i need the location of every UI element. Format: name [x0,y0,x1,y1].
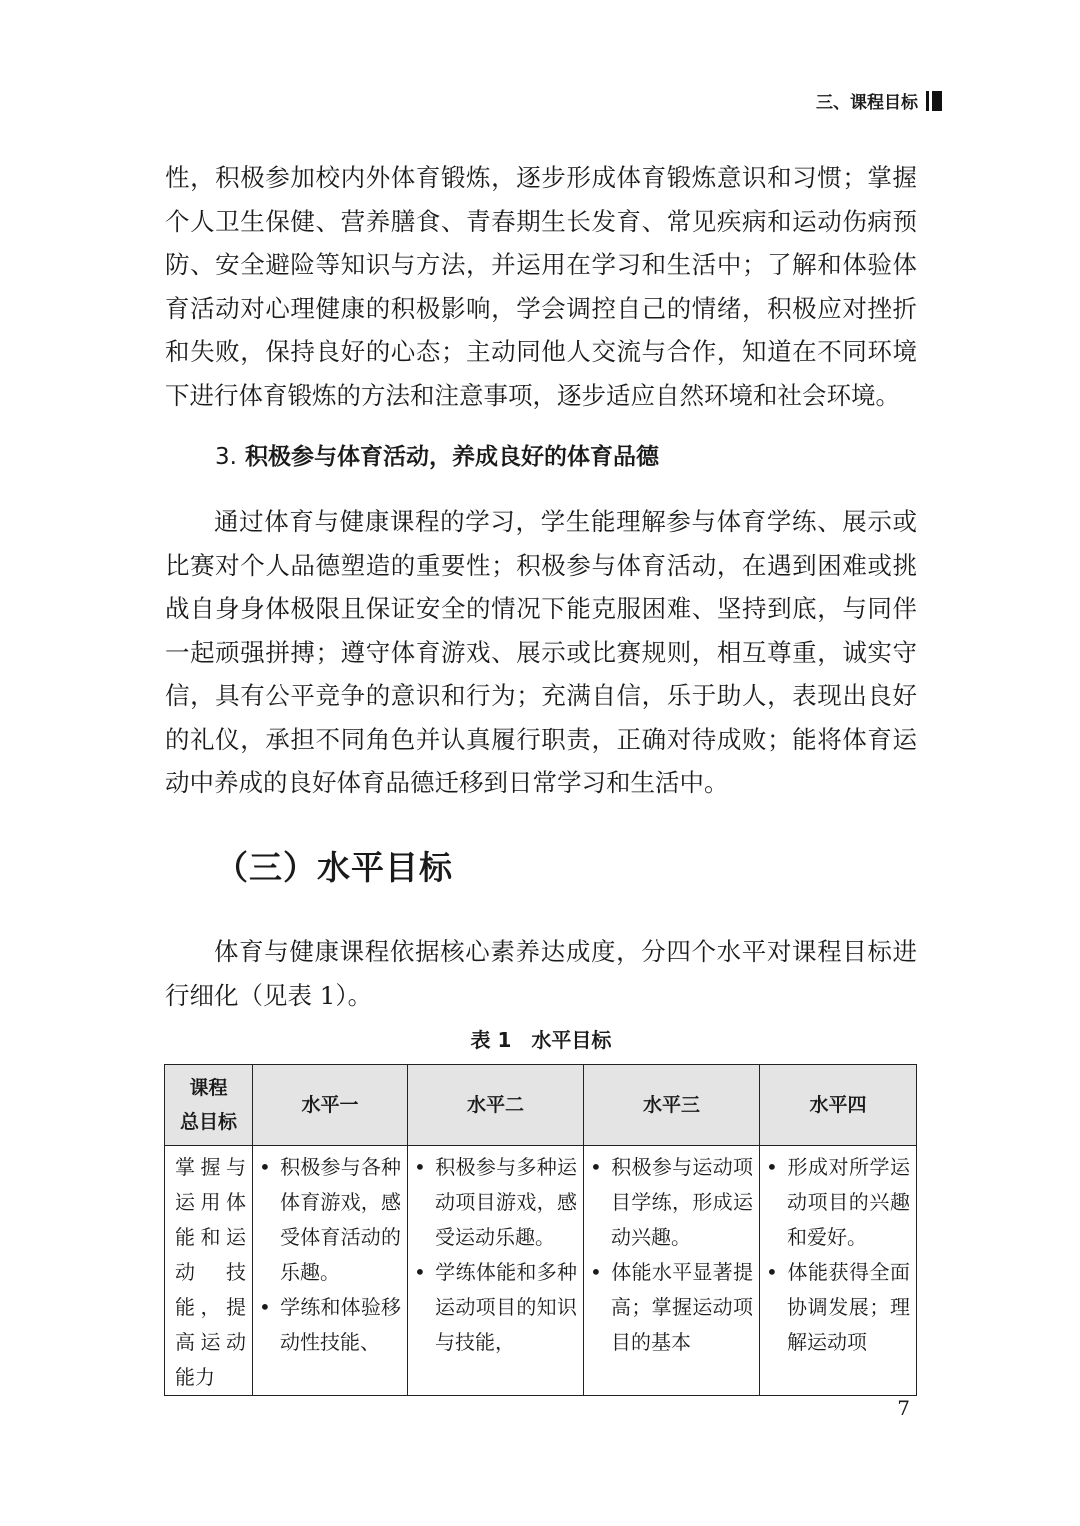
paragraph-3: 体育与健康课程依据核心素养达成度，分四个水平对课程目标进行细化（见表 1）。 [165,937,917,1010]
list-item: • 积极参与运动项目学练，形成运动兴趣。 [590,1150,753,1255]
header-goal-line2: 总目标 [179,1111,237,1133]
cell-level2 [408,1146,584,1396]
list-item: • 形成对所学运动项目的兴趣和爱好。 [766,1150,910,1255]
list-item: • 学练体能和多种运动项目的知识与技能， [414,1255,577,1360]
page-number: 7 [897,1396,910,1420]
bullet-icon: • [590,1155,602,1179]
table-row [165,1146,917,1396]
table-header-row [165,1065,917,1146]
section-heading: （三）水平目标 [215,848,453,887]
level-goals-table [164,1064,917,1396]
paragraph-2: 通过体育与健康课程的学习，学生能理解参与体育学练、展示或比赛对个人品德塑造的重要性；积极参与体育活动，在遇到困难或挑战自身身体极限且保证安全的情况下能克服困难、坚持到底，与同伴一起顽强拼搏；遵守体育游戏、展示或比赛规则，相互尊重，诚实守信，具有公平竞争的意识和行为；充满自信，乐于助人，表现出良好的礼仪，承担不同角色并认真履行职责，正确对待成败；能将体育运动中养成的良好体育品德迁移到日常学习和生活中。 [165,507,917,797]
bullet-icon: • [414,1260,426,1284]
header-goal [165,1065,253,1146]
running-header [816,88,942,113]
cell-level3 [584,1146,760,1396]
bullet-icon: • [766,1260,778,1284]
header-level3: 水平三 [584,1065,760,1146]
subheading-number: 3. [215,444,237,470]
subheading-title: 积极参与体育活动，养成良好的体育品德 [244,444,659,470]
subheading-3 [215,438,659,471]
running-header-title: 三、课程目标 [816,93,918,113]
paragraph-1: 性，积极参加校内外体育锻炼，逐步形成体育锻炼意识和习惯；掌握个人卫生保健、营养膳食、青春期生长发育、常见疾病和运动伤病预防、安全避险等知识与方法，并运用在学习和生活中；了解和体验体育活动对心理健康的积极影响，学会调控自己的情绪，积极应对挫折和失败，保持良好的心态；主动同他人交流与合作，知道在不同环境下进行体育锻炼的方法和注意事项，逐步适应自然环境和社会环境。 [165,163,917,410]
header-level2: 水平二 [408,1065,584,1146]
cell-level4 [760,1146,917,1396]
bullet-icon: • [766,1155,778,1179]
list-item: • 积极参与多种运动项目游戏，感受运动乐趣。 [414,1150,577,1255]
list-item: • 体能水平显著提高；掌握运动项目的基本 [590,1255,753,1360]
header-goal-line1: 课程 [189,1077,228,1099]
list-item: • 积极参与各种体育游戏，感受体育活动的乐趣。 [259,1150,401,1290]
cell-goal: 掌握与运用体能和运动技能，提高运动能力 [165,1146,253,1396]
list-item: • 学练和体验移动性技能、 [259,1290,401,1360]
header-level1: 水平一 [253,1065,408,1146]
table-caption: 表 1 水平目标 [470,1028,612,1052]
bullet-icon: • [259,1295,271,1319]
cell-level1 [253,1146,408,1396]
header-bars-icon [926,91,942,111]
bullet-icon: • [259,1155,271,1179]
level-goals-table-wrapper [164,1064,916,1389]
header-level4: 水平四 [760,1065,917,1146]
bullet-icon: • [590,1260,602,1284]
list-item: • 体能获得全面协调发展；理解运动项 [766,1255,910,1360]
bullet-icon: • [414,1155,426,1179]
